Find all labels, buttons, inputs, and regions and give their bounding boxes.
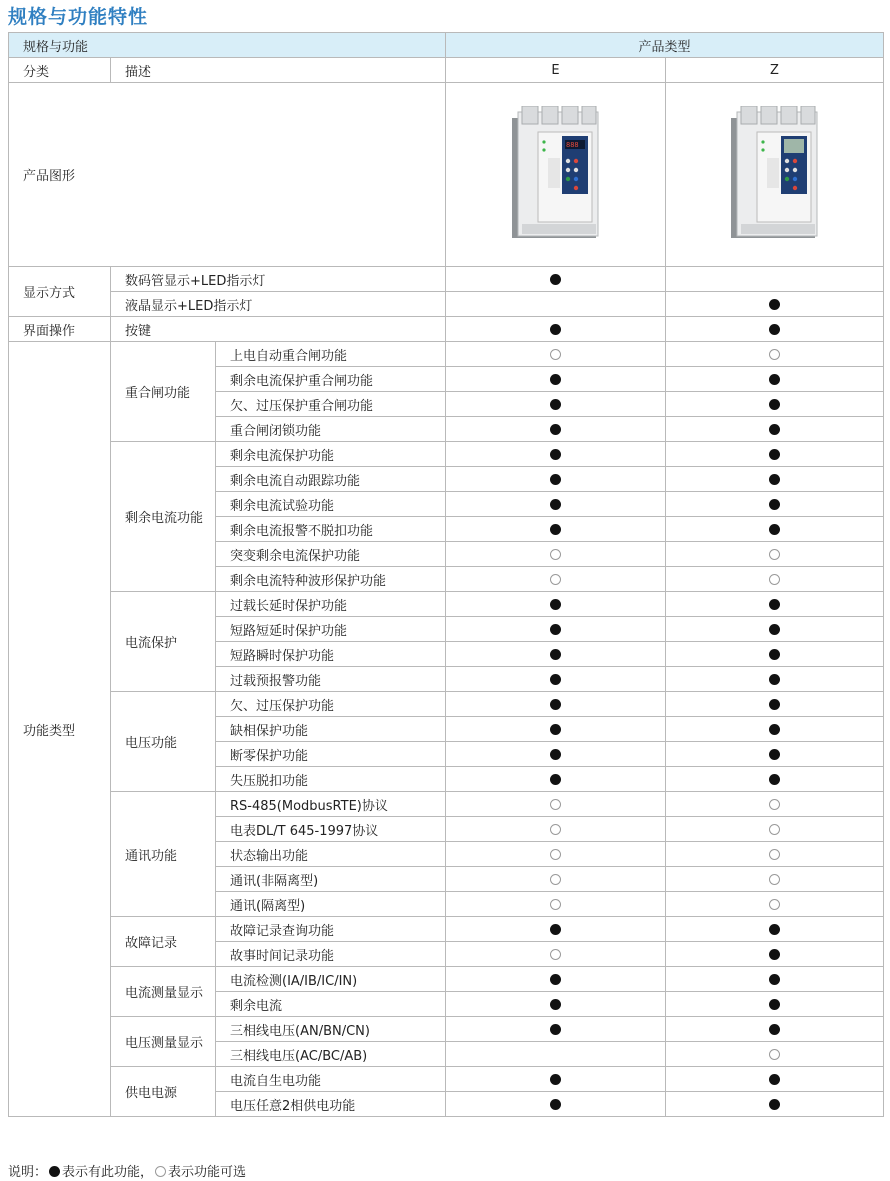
filled-dot-icon	[550, 374, 561, 385]
function-item: 状态输出功能	[216, 842, 446, 867]
function-item: 短路瞬时保护功能	[216, 642, 446, 667]
mark-z	[666, 317, 884, 342]
mark-z	[666, 817, 884, 842]
empty-circle-icon	[155, 1166, 166, 1177]
function-item: 通讯(隔离型)	[216, 892, 446, 917]
filled-dot-icon	[769, 724, 780, 735]
filled-dot-icon	[769, 949, 780, 960]
description-header: 描述	[111, 58, 446, 83]
empty-circle-icon	[769, 824, 780, 835]
function-item: 电流检测(IA/IB/IC/IN)	[216, 967, 446, 992]
mark-e	[446, 842, 666, 867]
empty-circle-icon	[550, 899, 561, 910]
mark-z	[666, 917, 884, 942]
mark-e	[446, 867, 666, 892]
function-type-label: 功能类型	[9, 342, 111, 1117]
filled-dot-icon	[769, 699, 780, 710]
function-group-name: 重合闸功能	[111, 342, 216, 442]
mark-e	[446, 942, 666, 967]
empty-circle-icon	[769, 799, 780, 810]
function-item: 三相线电压(AN/BN/CN)	[216, 1017, 446, 1042]
function-item: 故障记录查询功能	[216, 917, 446, 942]
mark-z	[666, 492, 884, 517]
function-item: 缺相保护功能	[216, 717, 446, 742]
svg-text:888: 888	[565, 140, 579, 149]
filled-dot-icon	[769, 449, 780, 460]
function-row	[9, 1067, 884, 1092]
filled-dot-icon	[550, 749, 561, 760]
function-row	[9, 592, 884, 617]
mark-z	[666, 992, 884, 1017]
product-e-image-cell	[446, 83, 666, 267]
filled-dot-icon	[769, 999, 780, 1010]
filled-dot-icon	[769, 674, 780, 685]
display-row-1	[9, 267, 884, 292]
mark-e	[446, 667, 666, 692]
filled-dot-icon	[769, 374, 780, 385]
function-item: 过载预报警功能	[216, 667, 446, 692]
function-item: 剩余电流	[216, 992, 446, 1017]
function-group-name: 电流保护	[111, 592, 216, 692]
filled-dot-icon	[769, 1099, 780, 1110]
header-row-2	[9, 58, 884, 83]
filled-dot-icon	[550, 524, 561, 535]
filled-dot-icon	[769, 1074, 780, 1085]
function-item: 失压脱扣功能	[216, 767, 446, 792]
mark-e	[446, 442, 666, 467]
filled-dot-icon	[769, 424, 780, 435]
filled-dot-icon	[769, 599, 780, 610]
function-item: 重合闸闭锁功能	[216, 417, 446, 442]
mark-e	[446, 492, 666, 517]
function-item: 剩余电流保护功能	[216, 442, 446, 467]
mark-e	[446, 417, 666, 442]
display-label: 显示方式	[9, 267, 111, 317]
mark-z	[666, 642, 884, 667]
function-row	[9, 692, 884, 717]
filled-dot-icon	[550, 324, 561, 335]
mark-e	[446, 1042, 666, 1067]
filled-dot-icon	[769, 474, 780, 485]
function-item: 短路短延时保护功能	[216, 617, 446, 642]
filled-dot-icon	[769, 1024, 780, 1035]
empty-circle-icon	[769, 549, 780, 560]
filled-dot-icon	[550, 924, 561, 935]
header-row-1	[9, 33, 884, 58]
mark-e	[446, 542, 666, 567]
mark-e	[446, 717, 666, 742]
function-item: 三相线电压(AC/BC/AB)	[216, 1042, 446, 1067]
function-item: 突变剩余电流保护功能	[216, 542, 446, 567]
display-row-2	[9, 292, 884, 317]
mark-e	[446, 967, 666, 992]
function-item: 电压任意2相供电功能	[216, 1092, 446, 1117]
function-row	[9, 1017, 884, 1042]
filled-dot-icon	[550, 499, 561, 510]
function-item: 上电自动重合闸功能	[216, 342, 446, 367]
function-item: 故事时间记录功能	[216, 942, 446, 967]
spec-table	[8, 32, 884, 1117]
mark-z	[666, 617, 884, 642]
mark-e	[446, 992, 666, 1017]
filled-dot-icon	[769, 324, 780, 335]
mark-z	[666, 692, 884, 717]
mark-e	[446, 517, 666, 542]
mark-z	[666, 517, 884, 542]
function-item: 剩余电流特种波形保护功能	[216, 567, 446, 592]
function-group-name: 剩余电流功能	[111, 442, 216, 592]
interface-item: 按键	[111, 317, 446, 342]
filled-dot-icon	[550, 624, 561, 635]
interface-label: 界面操作	[9, 317, 111, 342]
filled-dot-icon	[550, 424, 561, 435]
function-row	[9, 917, 884, 942]
mark-e	[446, 342, 666, 367]
filled-dot-icon	[550, 674, 561, 685]
mark-e	[446, 292, 666, 317]
empty-circle-icon	[550, 799, 561, 810]
function-item: 电流自生电功能	[216, 1067, 446, 1092]
function-item: 剩余电流保护重合闸功能	[216, 367, 446, 392]
function-row	[9, 792, 884, 817]
filled-dot-icon	[550, 974, 561, 985]
filled-dot-icon	[550, 699, 561, 710]
mark-e	[446, 467, 666, 492]
empty-circle-icon	[769, 899, 780, 910]
mark-z	[666, 892, 884, 917]
filled-dot-icon	[550, 774, 561, 785]
empty-circle-icon	[769, 1049, 780, 1060]
mark-e	[446, 367, 666, 392]
mark-z	[666, 767, 884, 792]
mark-e	[446, 592, 666, 617]
mark-z	[666, 392, 884, 417]
legend-optional-text: 表示功能可选	[168, 1165, 247, 1180]
mark-e	[446, 642, 666, 667]
mark-z	[666, 367, 884, 392]
mark-z	[666, 267, 884, 292]
mark-e	[446, 617, 666, 642]
mark-z	[666, 542, 884, 567]
empty-circle-icon	[550, 349, 561, 360]
function-item: 电表DL/T 645-1997协议	[216, 817, 446, 842]
mark-e	[446, 317, 666, 342]
function-group-name: 电流测量显示	[111, 967, 216, 1017]
function-item: 剩余电流报警不脱扣功能	[216, 517, 446, 542]
empty-circle-icon	[550, 824, 561, 835]
filled-dot-icon	[550, 1024, 561, 1035]
mark-z	[666, 867, 884, 892]
type-z-header: Z	[666, 58, 884, 83]
mark-e	[446, 692, 666, 717]
function-item: 过载长延时保护功能	[216, 592, 446, 617]
mark-z	[666, 717, 884, 742]
display-item: 液晶显示+LED指示灯	[111, 292, 446, 317]
filled-dot-icon	[769, 649, 780, 660]
filled-dot-icon	[550, 599, 561, 610]
mark-e	[446, 742, 666, 767]
mark-z	[666, 467, 884, 492]
filled-dot-icon	[550, 1099, 561, 1110]
filled-dot-icon	[769, 499, 780, 510]
empty-circle-icon	[550, 874, 561, 885]
filled-dot-icon	[550, 724, 561, 735]
function-group-name: 供电电源	[111, 1067, 216, 1117]
empty-circle-icon	[769, 574, 780, 585]
function-row	[9, 342, 884, 367]
function-item: 剩余电流自动跟踪功能	[216, 467, 446, 492]
product-image-label: 产品图形	[9, 83, 446, 267]
function-row	[9, 442, 884, 467]
mark-z	[666, 1017, 884, 1042]
function-group-name: 故障记录	[111, 917, 216, 967]
function-group-name: 电压测量显示	[111, 1017, 216, 1067]
mark-z	[666, 1092, 884, 1117]
filled-dot-icon	[769, 924, 780, 935]
mark-z	[666, 292, 884, 317]
mark-z	[666, 1042, 884, 1067]
empty-circle-icon	[769, 874, 780, 885]
mark-e	[446, 767, 666, 792]
function-item: 断零保护功能	[216, 742, 446, 767]
filled-dot-icon	[769, 774, 780, 785]
mark-z	[666, 842, 884, 867]
legend-note	[8, 1161, 246, 1180]
filled-dot-icon	[550, 399, 561, 410]
empty-circle-icon	[550, 549, 561, 560]
function-group-name: 通讯功能	[111, 792, 216, 917]
display-item: 数码管显示+LED指示灯	[111, 267, 446, 292]
product-image-row	[9, 83, 884, 267]
filled-dot-icon	[769, 399, 780, 410]
product-z-image-cell	[666, 83, 884, 267]
filled-dot-icon	[769, 624, 780, 635]
mark-z	[666, 342, 884, 367]
filled-dot-icon	[769, 749, 780, 760]
mark-e	[446, 792, 666, 817]
mark-z	[666, 442, 884, 467]
mark-z	[666, 592, 884, 617]
filled-dot-icon	[550, 649, 561, 660]
category-header: 分类	[9, 58, 111, 83]
function-item: RS-485(ModbusRTE)协议	[216, 792, 446, 817]
mark-z	[666, 667, 884, 692]
mark-e	[446, 392, 666, 417]
mark-z	[666, 417, 884, 442]
legend-prefix: 说明：	[8, 1165, 48, 1180]
mark-e	[446, 1067, 666, 1092]
mark-e	[446, 267, 666, 292]
mark-z	[666, 1067, 884, 1092]
empty-circle-icon	[550, 849, 561, 860]
function-item: 欠、过压保护功能	[216, 692, 446, 717]
function-group-name: 电压功能	[111, 692, 216, 792]
function-row	[9, 967, 884, 992]
filled-dot-icon	[49, 1166, 60, 1177]
mark-z	[666, 967, 884, 992]
product-type-header: 产品类型	[446, 33, 884, 58]
filled-dot-icon	[769, 974, 780, 985]
filled-dot-icon	[550, 449, 561, 460]
empty-circle-icon	[550, 574, 561, 585]
mark-e	[446, 817, 666, 842]
mark-e	[446, 567, 666, 592]
filled-dot-icon	[550, 1074, 561, 1085]
mark-z	[666, 792, 884, 817]
filled-dot-icon	[550, 274, 561, 285]
mark-z	[666, 567, 884, 592]
empty-circle-icon	[769, 849, 780, 860]
mark-e	[446, 1092, 666, 1117]
function-item: 剩余电流试验功能	[216, 492, 446, 517]
filled-dot-icon	[769, 524, 780, 535]
breaker-e-image	[508, 106, 604, 244]
mark-e	[446, 1017, 666, 1042]
mark-e	[446, 917, 666, 942]
legend-filled-text: 表示有此功能，	[62, 1165, 154, 1180]
function-item: 欠、过压保护重合闸功能	[216, 392, 446, 417]
empty-circle-icon	[769, 349, 780, 360]
function-item: 通讯(非隔离型)	[216, 867, 446, 892]
page-title: 规格与功能特性	[8, 6, 149, 28]
filled-dot-icon	[550, 474, 561, 485]
filled-dot-icon	[769, 299, 780, 310]
breaker-z-image	[727, 106, 823, 244]
mark-e	[446, 892, 666, 917]
interface-row	[9, 317, 884, 342]
empty-circle-icon	[550, 949, 561, 960]
spec-function-header: 规格与功能	[9, 33, 446, 58]
filled-dot-icon	[550, 999, 561, 1010]
mark-z	[666, 742, 884, 767]
mark-z	[666, 942, 884, 967]
type-e-header: E	[446, 58, 666, 83]
